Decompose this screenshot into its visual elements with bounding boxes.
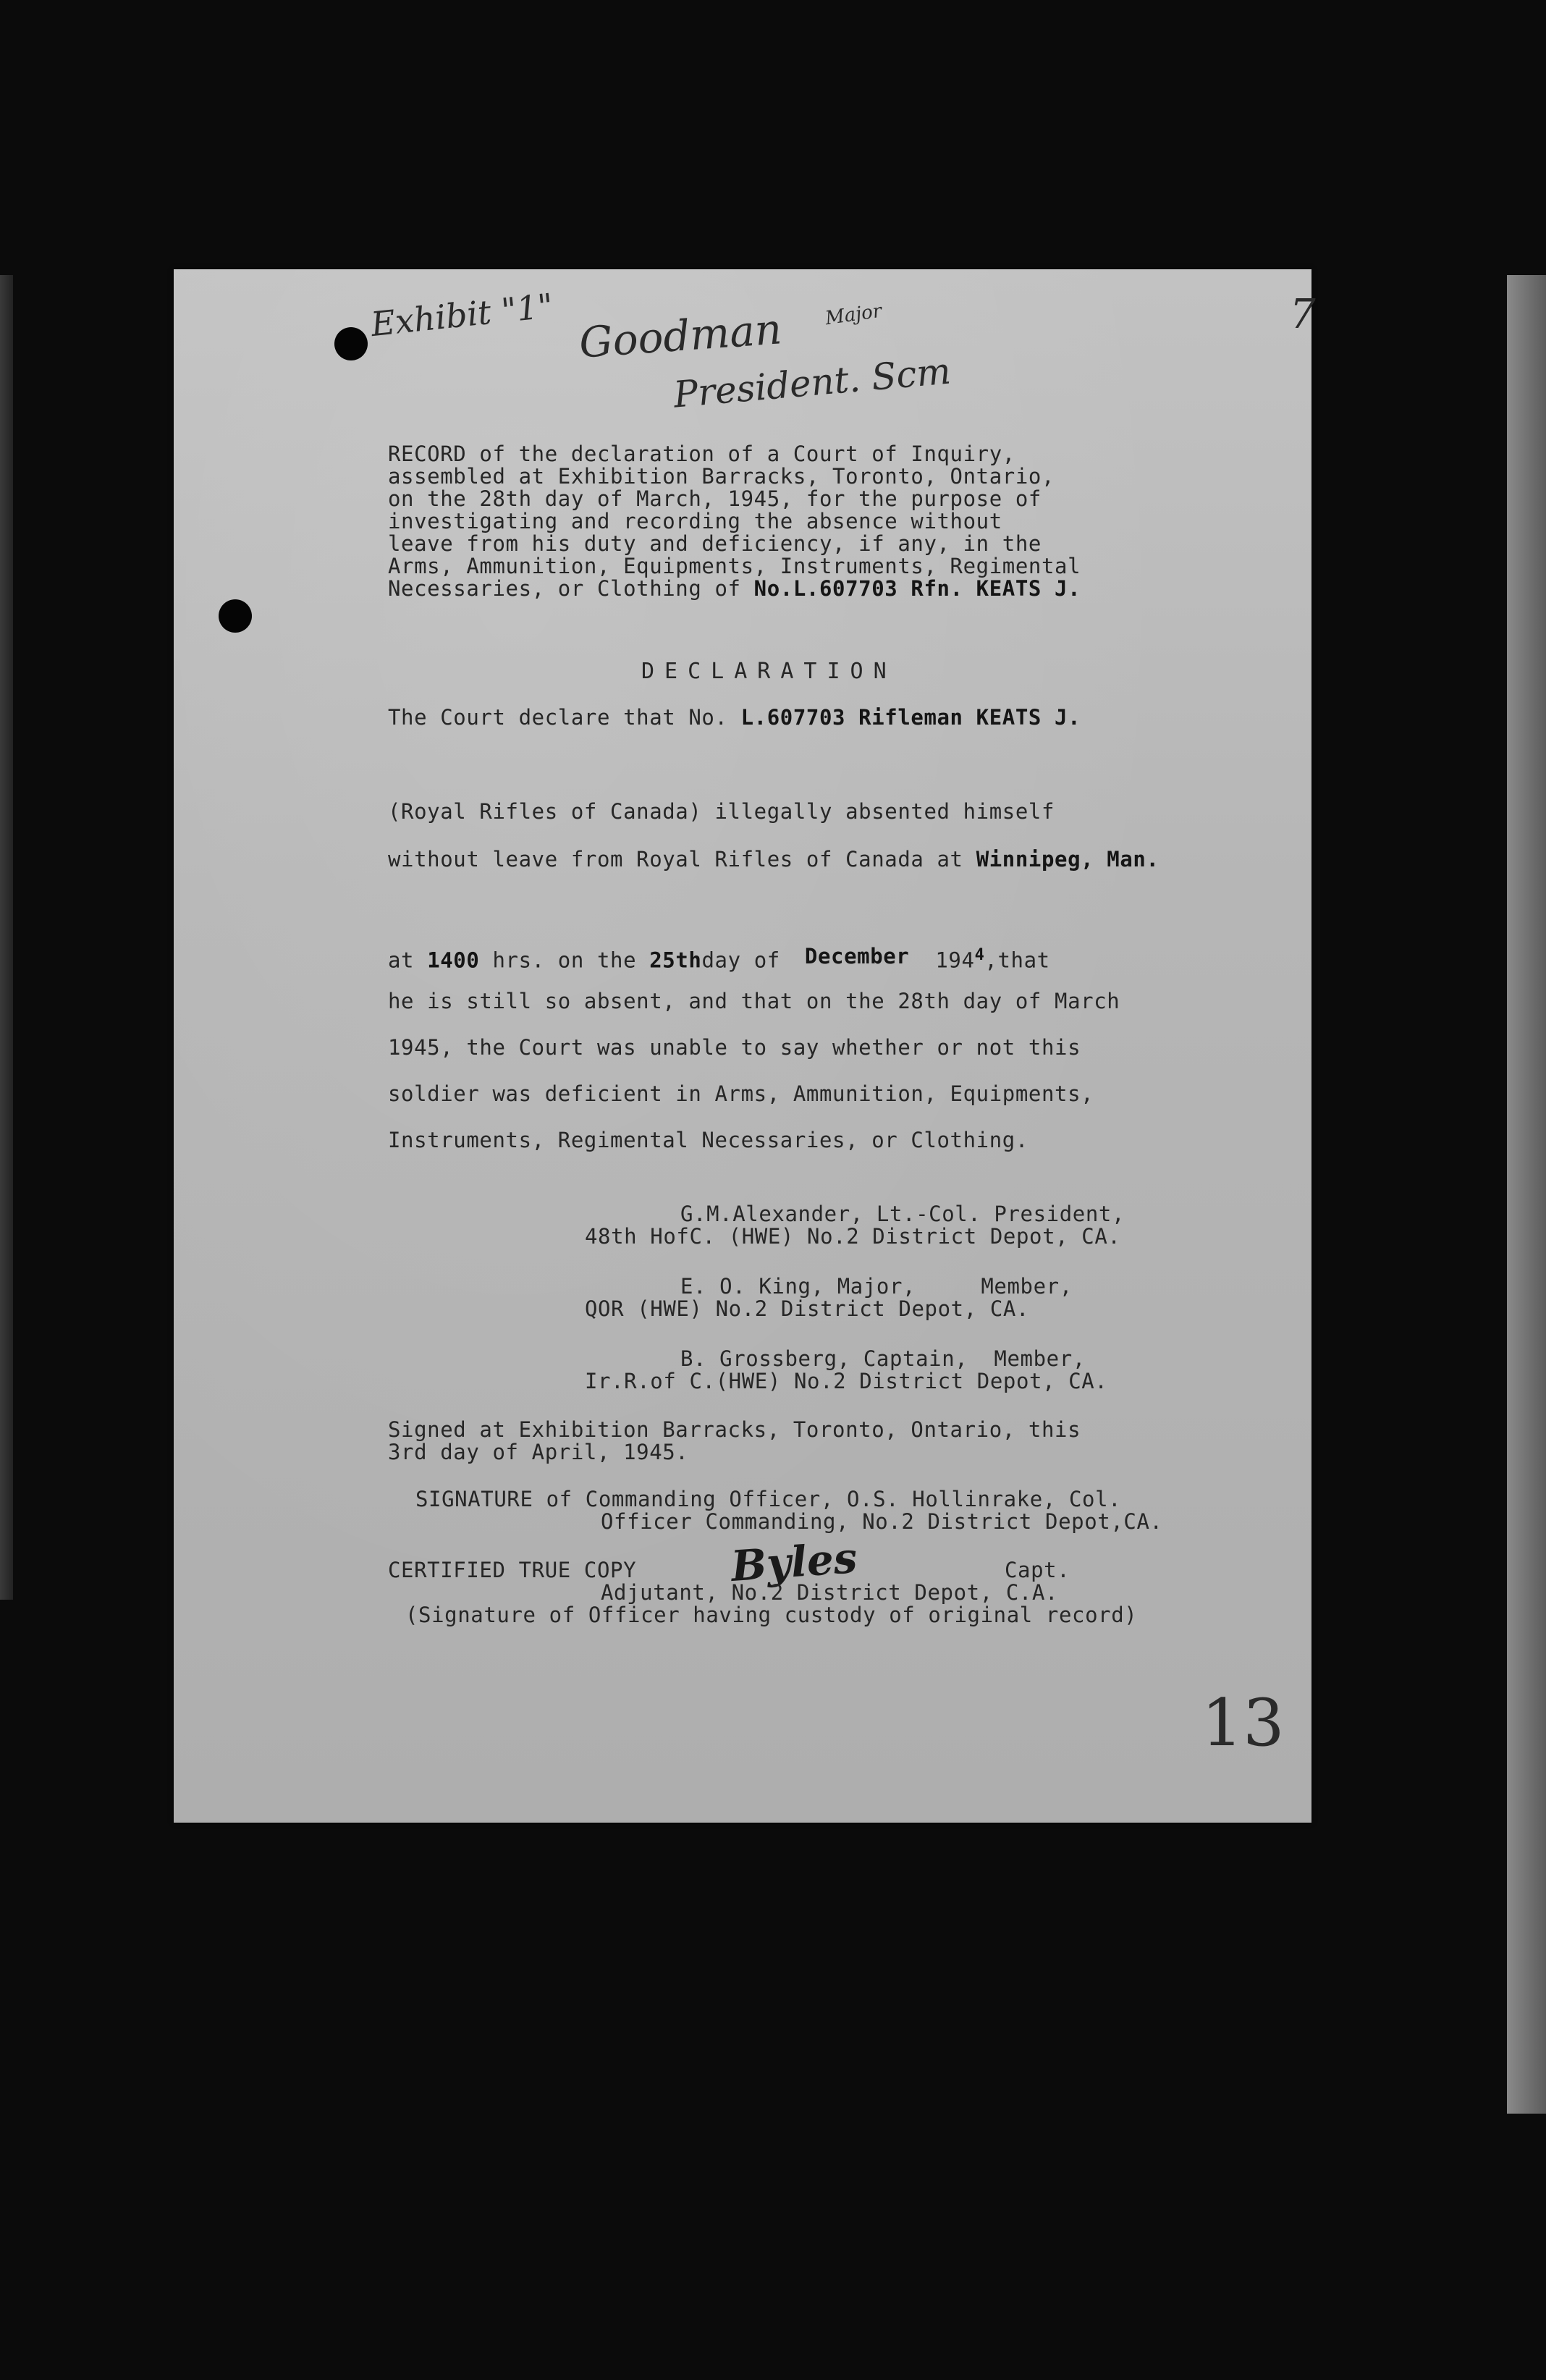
declaration-line: he is still so absent, and that on the 28th day of March <box>388 989 1120 1013</box>
punch-hole-top <box>334 327 368 360</box>
certifying-officer-signature: Byles <box>729 1533 859 1591</box>
record-line: investigating and recording the absence without <box>388 509 1002 533</box>
declaration-soldier: L.607703 Rifleman KEATS J. <box>740 705 1081 730</box>
adjacent-page-edge-right <box>1507 275 1546 2114</box>
handwritten-president-title: President. Scm <box>672 350 952 416</box>
declaration-place: Winnipeg, Man. <box>976 847 1160 872</box>
signed-at-date: 3rd day of April, 1945. <box>388 1440 689 1464</box>
record-line: Arms, Ammunition, Equipments, Instruments, Regimental <box>388 554 1081 578</box>
record-soldier-ref: No.L.607703 Rfn. KEATS J. <box>753 576 1081 601</box>
certified-rank: Capt. <box>1005 1558 1070 1582</box>
absence-time: 1400 <box>427 948 480 973</box>
handwritten-president-rank: Major <box>824 300 883 330</box>
absence-year-digit: 4 <box>974 946 985 964</box>
handwritten-page-mark: 7 <box>1290 291 1316 338</box>
record-line: RECORD of the declaration of a Court of Inquiry, <box>388 442 1015 466</box>
member-third-unit: Ir.R.of C.(HWE) No.2 District Depot, CA. <box>585 1369 1108 1393</box>
date-end: ,that <box>984 948 1050 973</box>
declaration-line-prefix: The Court declare that No. <box>388 705 741 730</box>
document-page <box>174 269 1316 1823</box>
record-line-prefix: Necessaries, or Clothing of <box>388 576 754 601</box>
declaration-line <box>388 848 1160 871</box>
declaration-line <box>388 706 1081 729</box>
record-line: leave from his duty and deficiency, if any, in the <box>388 531 1042 556</box>
handwritten-exhibit-label: Exhibit "1" <box>368 285 555 345</box>
absence-day: 25th <box>649 948 702 973</box>
declaration-line: (Royal Rifles of Canada) illegally absented himself <box>388 799 1055 824</box>
date-at: at <box>388 948 428 973</box>
date-dayof: day of <box>701 948 793 973</box>
absence-month: December <box>804 943 910 969</box>
signed-at-line: Signed at Exhibition Barracks, Toronto, Ontario, this <box>388 1417 1081 1442</box>
member-president-name: G.M.Alexander, Lt.-Col. President, <box>680 1202 1125 1226</box>
declaration-line: soldier was deficient in Arms, Ammunition, Equipments, <box>388 1081 1094 1106</box>
handwritten-page-number: 13 <box>1201 1685 1285 1761</box>
absence-year: 194 <box>935 948 975 973</box>
member-third-name: B. Grossberg, Captain, Member, <box>680 1346 1086 1371</box>
record-line: assembled at Exhibition Barracks, Toronto, Ontario, <box>388 464 1055 489</box>
certified-true-copy-label: CERTIFIED TRUE COPY <box>388 1558 637 1582</box>
certified-custody-note: (Signature of Officer having custody of original record) <box>405 1603 1138 1627</box>
commanding-officer-title: Officer Commanding, No.2 District Depot,CA. <box>601 1509 1163 1534</box>
declaration-line: 1945, the Court was unable to say whether or not this <box>388 1035 1081 1060</box>
declaration-line-prefix: without leave from Royal Rifles of Canada at <box>388 847 976 872</box>
record-line-last <box>388 578 1081 600</box>
record-line: on the 28th day of March, 1945, for the purpose of <box>388 486 1042 511</box>
date-hrs: hrs. on the <box>479 948 650 973</box>
punch-hole-middle <box>219 599 252 633</box>
member-second-name: E. O. King, Major, Member, <box>680 1274 1073 1299</box>
handwritten-president-name: Goodman <box>577 304 784 368</box>
member-president-unit: 48th HofC. (HWE) No.2 District Depot, CA. <box>585 1224 1121 1249</box>
declaration-line: Instruments, Regimental Necessaries, or Clothing. <box>388 1128 1028 1152</box>
declaration-heading: DECLARATION <box>641 659 897 684</box>
adjacent-page-edge-left <box>0 275 13 1600</box>
declaration-line-date <box>388 944 1050 972</box>
member-second-unit: QOR (HWE) No.2 District Depot, CA. <box>585 1296 1030 1321</box>
commanding-officer-signature-line: SIGNATURE of Commanding Officer, O.S. Hollinrake, Col. <box>415 1487 1122 1511</box>
certified-adjutant-line: Adjutant, No.2 District Depot, C.A. <box>601 1580 1059 1605</box>
